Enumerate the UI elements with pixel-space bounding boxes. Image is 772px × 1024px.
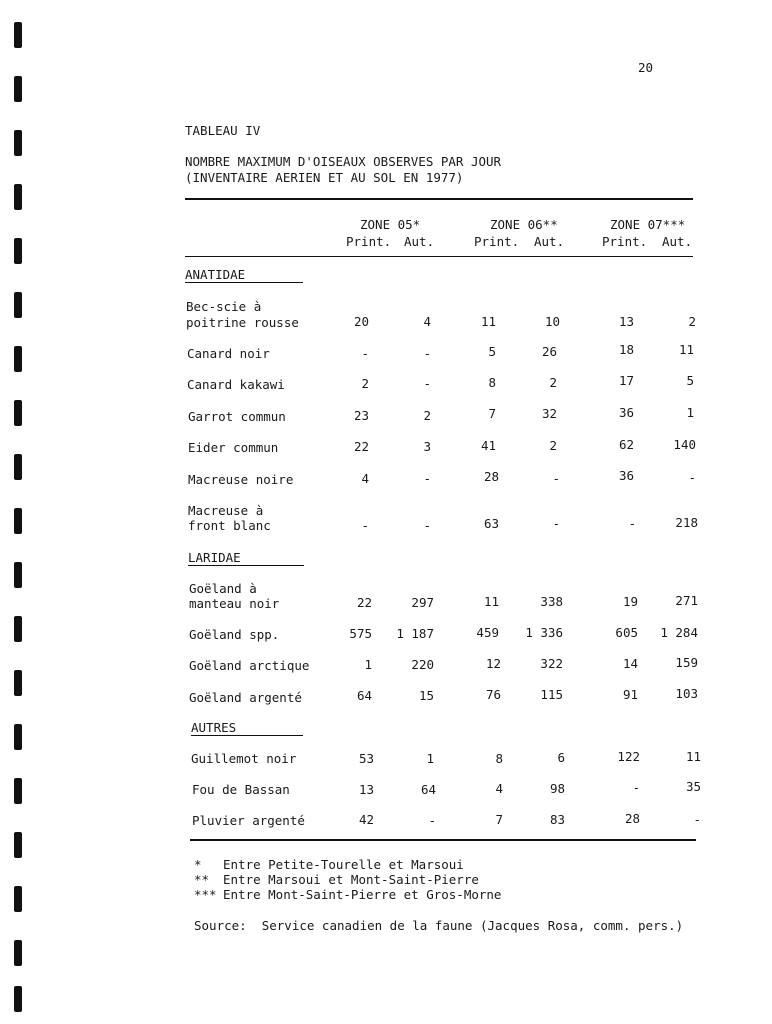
table-cell: 8 [488, 375, 496, 390]
table-cell: 11 [483, 594, 499, 609]
table-cell: 5 [488, 344, 496, 359]
table-cell: - [628, 516, 636, 531]
table-cell: 42 [358, 812, 374, 827]
binding-mark [14, 454, 22, 480]
table-cell: 32 [541, 406, 557, 421]
table-cell: - [423, 471, 431, 486]
binding-mark [14, 616, 22, 642]
table-title-line-1: NOMBRE MAXIMUM D'OISEAUX OBSERVES PAR JOUR [185, 154, 502, 169]
table-cell: 1 336 [525, 625, 563, 640]
table-cell: - [361, 518, 369, 533]
table-cell: 8 [495, 751, 503, 766]
season-header: Print. [602, 234, 648, 249]
source-note: Source: Service canadien de la faune (Jacques Rosa, comm. pers.) [194, 918, 684, 933]
table-cell: - [428, 813, 436, 828]
table-cell: 18 [618, 342, 634, 357]
table-cell: 575 [349, 626, 372, 641]
row-name: Canard noir [187, 346, 270, 361]
row-name: Pluvier argenté [192, 813, 305, 828]
footnote-mark: * [194, 857, 202, 872]
table-cell: 159 [675, 655, 698, 670]
row-name: Goëland à [189, 581, 257, 596]
row-name: Macreuse à [188, 503, 264, 518]
table-cell: 2 [361, 376, 369, 391]
top-rule [185, 198, 693, 200]
table-cell: - [632, 780, 640, 795]
table-cell: 7 [495, 812, 503, 827]
table-cell: 1 [686, 405, 694, 420]
table-cell: 338 [540, 594, 563, 609]
season-header: Aut. [662, 234, 693, 249]
row-name: poitrine rousse [186, 315, 299, 330]
zone-header: ZONE 07*** [610, 217, 686, 232]
table-cell: 218 [675, 515, 698, 530]
footnote-text: Entre Marsoui et Mont-Saint-Pierre [223, 872, 479, 887]
footnote-text: Entre Mont-Saint-Pierre et Gros-Morne [223, 887, 502, 902]
table-cell: 2 [688, 314, 696, 329]
row-name: Macreuse noire [188, 472, 294, 487]
table-cell: 36 [618, 468, 634, 483]
table-cell: 98 [549, 781, 565, 796]
table-cell: 115 [540, 687, 563, 702]
table-cell: - [693, 812, 701, 827]
table-cell: - [361, 346, 369, 361]
table-cell: 220 [411, 657, 434, 672]
row-name: Garrot commun [188, 409, 286, 424]
zone-header: ZONE 06** [490, 217, 558, 232]
binding-mark [14, 130, 22, 156]
table-cell: 6 [557, 750, 565, 765]
table-cell: 122 [617, 749, 640, 764]
page-number: 20 [638, 60, 654, 75]
table-cell: 4 [423, 314, 431, 329]
row-name: Goëland spp. [189, 627, 280, 642]
table-cell: 63 [483, 516, 499, 531]
table-cell: 13 [618, 314, 634, 329]
row-name: Bec-scie à [186, 299, 262, 314]
binding-mark [14, 724, 22, 750]
binding-mark [14, 986, 22, 1012]
binding-mark [14, 940, 22, 966]
binding-mark [14, 292, 22, 318]
binding-mark [14, 778, 22, 804]
table-cell: 36 [618, 405, 634, 420]
table-cell: 297 [411, 595, 434, 610]
table-cell: 62 [618, 437, 634, 452]
table-cell: 1 284 [660, 625, 698, 640]
table-cell: 1 [426, 751, 434, 766]
table-cell: 2 [549, 375, 557, 390]
table-cell: 10 [544, 314, 560, 329]
table-cell: 140 [673, 437, 696, 452]
table-cell: 28 [624, 811, 640, 826]
table-cell: - [688, 470, 696, 485]
binding-mark [14, 832, 22, 858]
row-name: Canard kakawi [187, 377, 285, 392]
row-name: Eider commun [188, 440, 279, 455]
table-cell: - [552, 471, 560, 486]
binding-mark [14, 670, 22, 696]
table-cell: 14 [622, 656, 638, 671]
season-header: Print. [346, 234, 392, 249]
table-title-line-2: (INVENTAIRE AERIEN ET AU SOL EN 1977) [185, 170, 464, 185]
row-name: Goëland argenté [189, 690, 302, 705]
table-cell: 11 [480, 314, 496, 329]
table-cell: 103 [675, 686, 698, 701]
binding-mark [14, 346, 22, 372]
binding-mark [14, 184, 22, 210]
table-cell: 2 [549, 438, 557, 453]
row-name: Goëland arctique [189, 658, 310, 673]
table-cell: 23 [353, 408, 369, 423]
binding-mark [14, 22, 22, 48]
table-cell: 12 [485, 656, 501, 671]
table-cell: 22 [356, 595, 372, 610]
table-cell: 7 [488, 406, 496, 421]
table-cell: 11 [685, 749, 701, 764]
table-cell: 76 [485, 687, 501, 702]
table-cell: 15 [418, 688, 434, 703]
footnote-mark: ** [194, 872, 210, 887]
table-cell: 271 [675, 593, 698, 608]
season-header: Print. [474, 234, 520, 249]
binding-mark [14, 76, 22, 102]
section-label-laridae: LARIDAE [188, 550, 304, 566]
table-cell: 26 [541, 344, 557, 359]
zone-header: ZONE 05* [360, 217, 421, 232]
table-cell: 3 [423, 439, 431, 454]
table-cell: 17 [618, 373, 634, 388]
table-cell: 11 [678, 342, 694, 357]
table-cell: 64 [420, 782, 436, 797]
table-cell: 13 [358, 782, 374, 797]
binding-mark [14, 886, 22, 912]
table-cell: 5 [686, 373, 694, 388]
table-cell: 53 [358, 751, 374, 766]
table-cell: - [423, 346, 431, 361]
row-name: Fou de Bassan [192, 782, 290, 797]
header-rule [185, 256, 693, 257]
binding-mark [14, 238, 22, 264]
season-header: Aut. [534, 234, 565, 249]
table-cell: 322 [540, 656, 563, 671]
table-cell: 83 [549, 812, 565, 827]
footnote-mark: *** [194, 887, 217, 902]
table-cell: 28 [483, 469, 499, 484]
table-cell: - [423, 518, 431, 533]
table-cell: 20 [353, 314, 369, 329]
table-cell: 41 [480, 438, 496, 453]
table-cell: 22 [353, 439, 369, 454]
table-cell: 2 [423, 408, 431, 423]
table-cell: 19 [622, 594, 638, 609]
row-name: Guillemot noir [191, 751, 297, 766]
table-cell: 91 [622, 687, 638, 702]
section-label-autres: AUTRES [191, 720, 303, 736]
table-cell: 4 [361, 471, 369, 486]
table-cell: 1 187 [396, 626, 434, 641]
binding-mark [14, 508, 22, 534]
binding-mark [14, 400, 22, 426]
table-cell: 35 [685, 779, 701, 794]
row-name: front blanc [188, 518, 271, 533]
table-cell: 4 [495, 781, 503, 796]
table-label: TABLEAU IV [185, 123, 261, 138]
season-header: Aut. [404, 234, 435, 249]
bottom-rule [190, 839, 696, 841]
section-label-anatidae: ANATIDAE [185, 267, 303, 283]
table-cell: 459 [476, 625, 499, 640]
table-cell: 605 [615, 625, 638, 640]
footnote-text: Entre Petite-Tourelle et Marsoui [223, 857, 464, 872]
table-cell: - [423, 376, 431, 391]
row-name: manteau noir [189, 596, 280, 611]
table-cell: - [552, 516, 560, 531]
table-cell: 1 [364, 657, 372, 672]
binding-mark [14, 562, 22, 588]
table-cell: 64 [356, 688, 372, 703]
